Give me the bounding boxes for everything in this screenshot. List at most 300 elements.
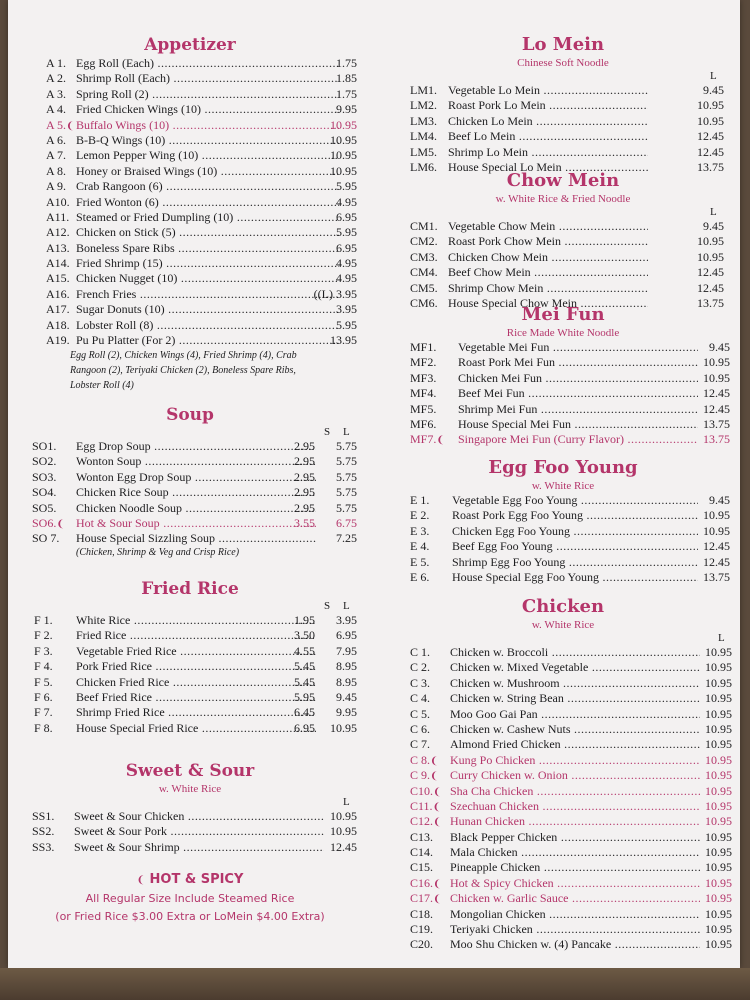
menu-item[interactable] (402, 219, 724, 234)
item-code-text: C 7. (410, 737, 431, 752)
item-code (410, 860, 433, 875)
menu-item[interactable] (402, 401, 730, 417)
item-code-text: C19. (410, 922, 434, 937)
item-code (34, 690, 53, 705)
menu-item[interactable] (402, 508, 730, 523)
item-code (410, 250, 438, 265)
item-price: 13.75 (697, 295, 724, 310)
item-price-small: 5.45 (294, 659, 315, 674)
item-name: Black Pepper Chicken ..... (450, 830, 700, 845)
menu-section-friedrice (30, 578, 357, 736)
item-code (410, 234, 438, 249)
menu-item[interactable] (30, 86, 357, 102)
menu-item[interactable] (402, 554, 730, 570)
item-price: 10.95 (697, 113, 724, 128)
menu-item[interactable] (402, 523, 730, 539)
item-name: Beef Lo Mein ..... (448, 129, 648, 144)
item-name: Steamed or Fried Dumpling (10) ..... (76, 210, 339, 225)
item-code (410, 340, 436, 355)
item-price: 10.95 (705, 922, 732, 937)
menu-item[interactable] (30, 689, 357, 705)
menu-item[interactable] (30, 194, 357, 210)
item-code-text: C13. (410, 829, 434, 844)
item-code-text: A18. (46, 317, 70, 332)
section-subtitle: Rice Made White Noodle (506, 327, 620, 339)
menu-item[interactable] (402, 539, 730, 554)
item-code (34, 644, 53, 659)
item-code (34, 705, 53, 720)
item-code-text: A19. (46, 333, 70, 348)
item-code (410, 737, 430, 752)
item-code (410, 707, 430, 722)
item-name: Hot & Sour Soup ..... (76, 516, 316, 531)
section-subtitle: w. White Rice (158, 783, 222, 795)
menu-item[interactable] (30, 824, 357, 839)
menu-item[interactable] (30, 209, 357, 225)
item-name: Crab Rangoon (6) ..... (76, 179, 339, 194)
item-code-text: E 6. (410, 569, 430, 584)
item-name: Singapore Mei Fun (Curry Flavor) ..... (458, 432, 698, 447)
item-name: Roast Pork Chow Mein ..... (448, 234, 648, 249)
size-large-label: L (343, 426, 350, 438)
item-code-text: A 8. (46, 163, 67, 178)
item-code-text: C11. (410, 798, 433, 813)
item-code-text: C 8. (410, 752, 431, 767)
item-code-text: C16. (410, 875, 434, 890)
size-large-label: L (710, 70, 717, 82)
menu-section-chowmein (402, 170, 724, 311)
item-name: Chicken w. String Bean ..... (450, 691, 700, 706)
menu-item[interactable] (402, 906, 732, 922)
item-code-text: E 3. (410, 523, 430, 538)
menu-item[interactable] (30, 71, 357, 86)
menu-item[interactable] (30, 56, 357, 71)
item-code (410, 524, 429, 539)
item-price: 10.95 (703, 355, 730, 370)
item-code-text: MF6. (410, 416, 437, 431)
item-code-text: A15. (46, 271, 70, 286)
item-price: 10.95 (330, 824, 357, 839)
menu-item[interactable] (402, 250, 724, 265)
menu-item[interactable] (402, 281, 724, 296)
item-code-text: SO5. (32, 500, 57, 515)
menu-item[interactable] (30, 839, 357, 855)
item-code (32, 454, 56, 469)
wooden-floor (0, 968, 750, 1000)
hot-spicy-legend (30, 870, 350, 890)
item-code-text: CM4. (410, 265, 438, 280)
section-title: Sweet & Sour (125, 761, 255, 781)
menu-item[interactable] (402, 645, 732, 660)
item-name: Vegetable Lo Mein ..... (448, 83, 648, 98)
item-price: 3.95 (336, 613, 357, 627)
item-price: 6.95 (336, 628, 357, 643)
menu-item[interactable] (30, 628, 357, 643)
item-name: Sugar Donuts (10) ..... (76, 302, 339, 317)
item-price: 4.95 (336, 194, 357, 209)
item-code (34, 628, 53, 643)
menu-item[interactable] (402, 386, 730, 401)
item-name: Chicken Lo Mein ..... (448, 114, 648, 129)
item-price: 10.95 (705, 706, 732, 721)
item-code-text: CM2. (410, 234, 438, 249)
section-title: Appetizer (144, 35, 236, 55)
menu-item[interactable] (30, 674, 357, 690)
item-name: Shrimp Fried Rice ..... (76, 705, 316, 720)
item-name: House Special Mei Fun ..... (458, 417, 698, 432)
item-name: House Special Sizzling Soup ..... (76, 531, 316, 546)
item-price: 5.75 (336, 469, 357, 484)
item-name: Pineapple Chicken ..... (450, 860, 700, 875)
item-code (32, 516, 65, 532)
item-code-text: A 3. (46, 86, 67, 101)
menu-item[interactable] (402, 752, 732, 768)
item-code-text: MF5. (410, 401, 437, 416)
item-name: Chicken Noodle Soup ..... (76, 501, 316, 516)
item-code (46, 118, 74, 134)
chili-pepper-icon: ❨ (66, 120, 75, 132)
menu-item[interactable] (30, 613, 357, 628)
item-name: B-B-Q Wings (10) ..... (76, 133, 339, 148)
item-price: 10.95 (705, 660, 732, 675)
menu-item[interactable] (402, 493, 730, 508)
item-price: 10.95 (705, 860, 732, 875)
item-price: 12.45 (697, 144, 724, 159)
item-price: 10.95 (705, 906, 732, 921)
item-price: 9.45 (703, 219, 724, 233)
item-price: 5.75 (336, 485, 357, 500)
item-price: 10.95 (330, 809, 357, 823)
item-code (410, 402, 436, 417)
menu-item[interactable] (402, 265, 724, 280)
item-name: Roast Pork Egg Foo Young ..... (452, 508, 698, 523)
item-price: 5.95 (336, 225, 357, 240)
menu-item[interactable] (30, 515, 357, 531)
menu-item[interactable] (30, 163, 357, 179)
item-price: 13.95 (330, 333, 357, 348)
item-code-text: E 1. (410, 493, 430, 507)
item-code (32, 809, 54, 824)
item-code (410, 922, 433, 937)
menu-item[interactable] (402, 234, 724, 249)
menu-item[interactable] (30, 333, 357, 348)
item-price: 13.75 (703, 416, 730, 431)
item-code (410, 691, 430, 706)
item-name: Shrimp Egg Foo Young ..... (452, 555, 698, 570)
item-price: 5.95 (336, 317, 357, 332)
menu-item[interactable] (402, 675, 732, 691)
menu-item[interactable] (402, 114, 724, 129)
item-price: 9.45 (703, 83, 724, 97)
item-code (410, 98, 437, 113)
item-code-text: C10. (410, 783, 434, 798)
item-code-text: SO 7. (32, 531, 60, 546)
section-subtitle: Chinese Soft Noodle (517, 57, 609, 69)
menu-item[interactable] (30, 317, 357, 333)
item-code (410, 676, 430, 691)
item-name: Beef Fried Rice ..... (76, 690, 316, 705)
item-price: 10.95 (703, 523, 730, 538)
menu-item[interactable] (402, 891, 732, 906)
item-code-text: MF1. (410, 340, 437, 354)
item-name: House Special Egg Foo Young ..... (452, 570, 698, 585)
item-code (410, 753, 438, 769)
item-price: 8.95 (336, 674, 357, 689)
item-code (46, 333, 70, 348)
chili-pepper-icon: ❨ (430, 771, 439, 783)
item-price: 12.45 (703, 539, 730, 554)
item-name: Roast Pork Mei Fun ..... (458, 355, 698, 370)
menu-item[interactable] (402, 875, 732, 891)
menu-item[interactable] (402, 129, 724, 144)
menu-item[interactable] (30, 179, 357, 194)
menu-item[interactable] (402, 937, 732, 952)
menu-item[interactable] (402, 860, 732, 875)
menu-item[interactable] (30, 148, 357, 163)
menu-item[interactable] (402, 83, 724, 98)
item-code (410, 417, 436, 432)
menu-item[interactable] (30, 240, 357, 256)
item-name: Honey or Braised Wings (10) ..... (76, 164, 339, 179)
menu-item[interactable] (30, 286, 357, 302)
item-code-text: C 4. (410, 691, 431, 706)
item-code (32, 501, 56, 516)
item-code-text: MF3. (410, 370, 437, 385)
size-header (30, 600, 350, 613)
item-price-small: 3.55 (294, 515, 315, 530)
item-code-text: A 9. (46, 179, 67, 194)
item-name: Mongolian Chicken ..... (450, 907, 700, 922)
item-price: 13.75 (697, 159, 724, 174)
item-code-text: CM5. (410, 280, 438, 295)
item-code (46, 271, 70, 286)
item-price: 10.95 (705, 645, 732, 659)
item-code-text: MF2. (410, 355, 437, 370)
item-code (32, 439, 56, 454)
item-name: House Special Fried Rice ..... (76, 721, 316, 736)
menu-item[interactable] (402, 660, 732, 675)
item-code (32, 824, 54, 839)
menu-item[interactable] (30, 132, 357, 148)
item-price: 10.95 (330, 163, 357, 178)
item-code-text: MF7. (410, 432, 437, 447)
item-price-small: 2.95 (294, 500, 315, 515)
item-price: 6.95 (336, 209, 357, 224)
item-code (32, 485, 56, 500)
item-price: 10.95 (703, 508, 730, 523)
menu-item[interactable] (402, 721, 732, 737)
item-price: 9.95 (336, 102, 357, 117)
item-price: 13.75 (703, 432, 730, 447)
menu-item[interactable] (30, 485, 357, 500)
menu-item[interactable] (30, 302, 357, 317)
item-code (410, 830, 433, 845)
item-price: 1.75 (336, 86, 357, 101)
item-price: 5.95 (336, 179, 357, 194)
menu-item[interactable] (30, 531, 357, 546)
menu-item[interactable] (402, 569, 730, 585)
menu-item[interactable] (402, 798, 732, 814)
item-name: Moo Shu Chicken w. (4) Pancake ..... (450, 937, 700, 952)
item-code (410, 722, 430, 737)
item-code-text: SO1. (32, 439, 57, 453)
menu-item[interactable] (402, 145, 724, 160)
item-name: Roast Pork Lo Mein ..... (448, 98, 648, 113)
item-price: 10.95 (697, 98, 724, 113)
item-code (410, 386, 436, 401)
menu-item[interactable] (30, 720, 357, 736)
item-code-text: C 5. (410, 706, 431, 721)
section-title: Fried Rice (141, 579, 239, 599)
item-code (46, 195, 70, 210)
menu-item[interactable] (402, 340, 730, 355)
item-code-text: F 2. (34, 628, 53, 643)
item-name: House Special Lo Mein ..... (448, 160, 648, 175)
menu-item[interactable] (30, 809, 357, 824)
item-code (410, 555, 429, 570)
item-code-text: C 3. (410, 675, 431, 690)
item-code (410, 814, 441, 830)
menu-item[interactable] (30, 102, 357, 117)
menu-section-meifun (402, 304, 730, 448)
item-price: 10.95 (697, 234, 724, 249)
menu-item[interactable] (30, 225, 357, 240)
chili-pepper-icon: ❨ (433, 817, 442, 829)
item-price-small: 2.95 (294, 485, 315, 500)
size-header (30, 426, 350, 439)
item-code (410, 784, 441, 800)
menu-item[interactable] (30, 643, 357, 659)
item-price: 10.95 (697, 249, 724, 264)
menu-item[interactable] (402, 416, 730, 432)
item-code-text: C14. (410, 845, 434, 860)
item-name: Chicken on Stick (5) ..... (76, 225, 339, 240)
item-code (410, 265, 438, 280)
menu-item[interactable] (402, 355, 730, 370)
item-name: Sweet & Sour Shrimp ..... (74, 840, 324, 855)
item-name: Shrimp Chow Mein ..... (448, 281, 648, 296)
menu-item[interactable] (30, 705, 357, 720)
item-name: Hunan Chicken ..... (450, 814, 700, 829)
menu-item[interactable] (402, 783, 732, 799)
item-code (410, 145, 437, 160)
menu-item[interactable] (402, 768, 732, 783)
item-price: 10.95 (705, 768, 732, 783)
item-code-text: C17. (410, 891, 434, 906)
item-code-text: F 8. (34, 720, 53, 735)
menu-item[interactable] (402, 370, 730, 386)
item-price: 6.75 (336, 515, 357, 530)
menu-item[interactable] (402, 845, 732, 860)
item-price: 10.95 (330, 117, 357, 132)
item-code-text: CM3. (410, 249, 438, 264)
item-code-text: F 6. (34, 689, 53, 704)
item-name: Chicken Mei Fun ..... (458, 371, 698, 386)
hot-spicy-label: HOT & SPICY (149, 872, 244, 887)
menu-item[interactable] (402, 691, 732, 706)
item-price: 10.95 (705, 891, 732, 906)
item-code-text: SO3. (32, 469, 57, 484)
item-name: Teriyaki Chicken ..... (450, 922, 700, 937)
item-code (410, 281, 438, 296)
item-name: Beef Chow Mein ..... (448, 265, 648, 280)
item-price: 4.95 (336, 256, 357, 271)
item-code-text: C 6. (410, 721, 431, 736)
item-code-text: C15. (410, 860, 434, 875)
item-name: Shrimp Lo Mein ..... (448, 145, 648, 160)
chili-pepper-icon: ❨ (430, 755, 439, 767)
item-code (410, 114, 437, 129)
item-price-small: 4.55 (294, 643, 315, 658)
size-large-label: L (343, 796, 350, 808)
item-code-text: A12. (46, 225, 70, 240)
item-name: Chicken w. Garlic Sauce ..... (450, 891, 700, 906)
item-code-text: C12. (410, 814, 434, 829)
item-name: Mala Chicken ..... (450, 845, 700, 860)
menu-section-appetizer (30, 34, 357, 393)
menu-item[interactable] (30, 500, 357, 516)
menu-item[interactable] (402, 829, 732, 845)
item-code-text: F 7. (34, 705, 53, 720)
item-code (34, 659, 53, 674)
section-title: Soup (166, 405, 214, 425)
item-price: ((L) 3.95 (313, 286, 357, 301)
menu-item[interactable] (402, 706, 732, 722)
chili-pepper-icon: ❨ (56, 518, 65, 530)
item-name: Vegetable Chow Mein ..... (448, 219, 648, 234)
item-code-text: C20. (410, 937, 434, 952)
menu-item[interactable] (30, 454, 357, 469)
menu-item[interactable] (402, 814, 732, 829)
menu-item[interactable] (402, 737, 732, 752)
item-price: 9.45 (336, 689, 357, 704)
item-name: Chicken Egg Foo Young ..... (452, 524, 698, 539)
menu-item[interactable] (402, 922, 732, 937)
menu-item[interactable] (30, 469, 357, 485)
item-price-small: 2.95 (294, 454, 315, 469)
menu-item[interactable] (30, 271, 357, 286)
item-name: Hot & Spicy Chicken ..... (450, 876, 700, 891)
item-price: 10.95 (705, 752, 732, 767)
item-code-text: C 2. (410, 660, 431, 675)
item-code-text: A 4. (46, 102, 67, 117)
item-name: Wonton Egg Drop Soup ..... (76, 470, 316, 485)
item-price-small: 6.95 (294, 720, 315, 735)
menu-item[interactable] (402, 432, 730, 447)
item-code (410, 876, 441, 892)
menu-item[interactable] (30, 439, 357, 454)
item-price: 10.95 (330, 132, 357, 147)
item-code (410, 570, 429, 585)
item-name: Chicken Nugget (10) ..... (76, 271, 339, 286)
item-code (410, 539, 429, 554)
menu-item[interactable] (30, 256, 357, 271)
item-code (46, 102, 66, 117)
item-name: Fried Rice ..... (76, 628, 316, 643)
item-code (410, 937, 433, 952)
menu-item[interactable] (30, 659, 357, 674)
item-code (410, 219, 438, 234)
item-code (410, 891, 441, 907)
menu-item[interactable] (402, 98, 724, 113)
item-code-text: C 9. (410, 768, 431, 783)
menu-item[interactable] (30, 117, 357, 133)
item-price: 10.95 (330, 720, 357, 735)
size-large-label: L (710, 206, 717, 218)
section-subtitle: w. White Rice (531, 480, 595, 492)
item-name: Fried Wonton (6) ..... (76, 195, 339, 210)
item-code-text: LM4. (410, 129, 437, 144)
